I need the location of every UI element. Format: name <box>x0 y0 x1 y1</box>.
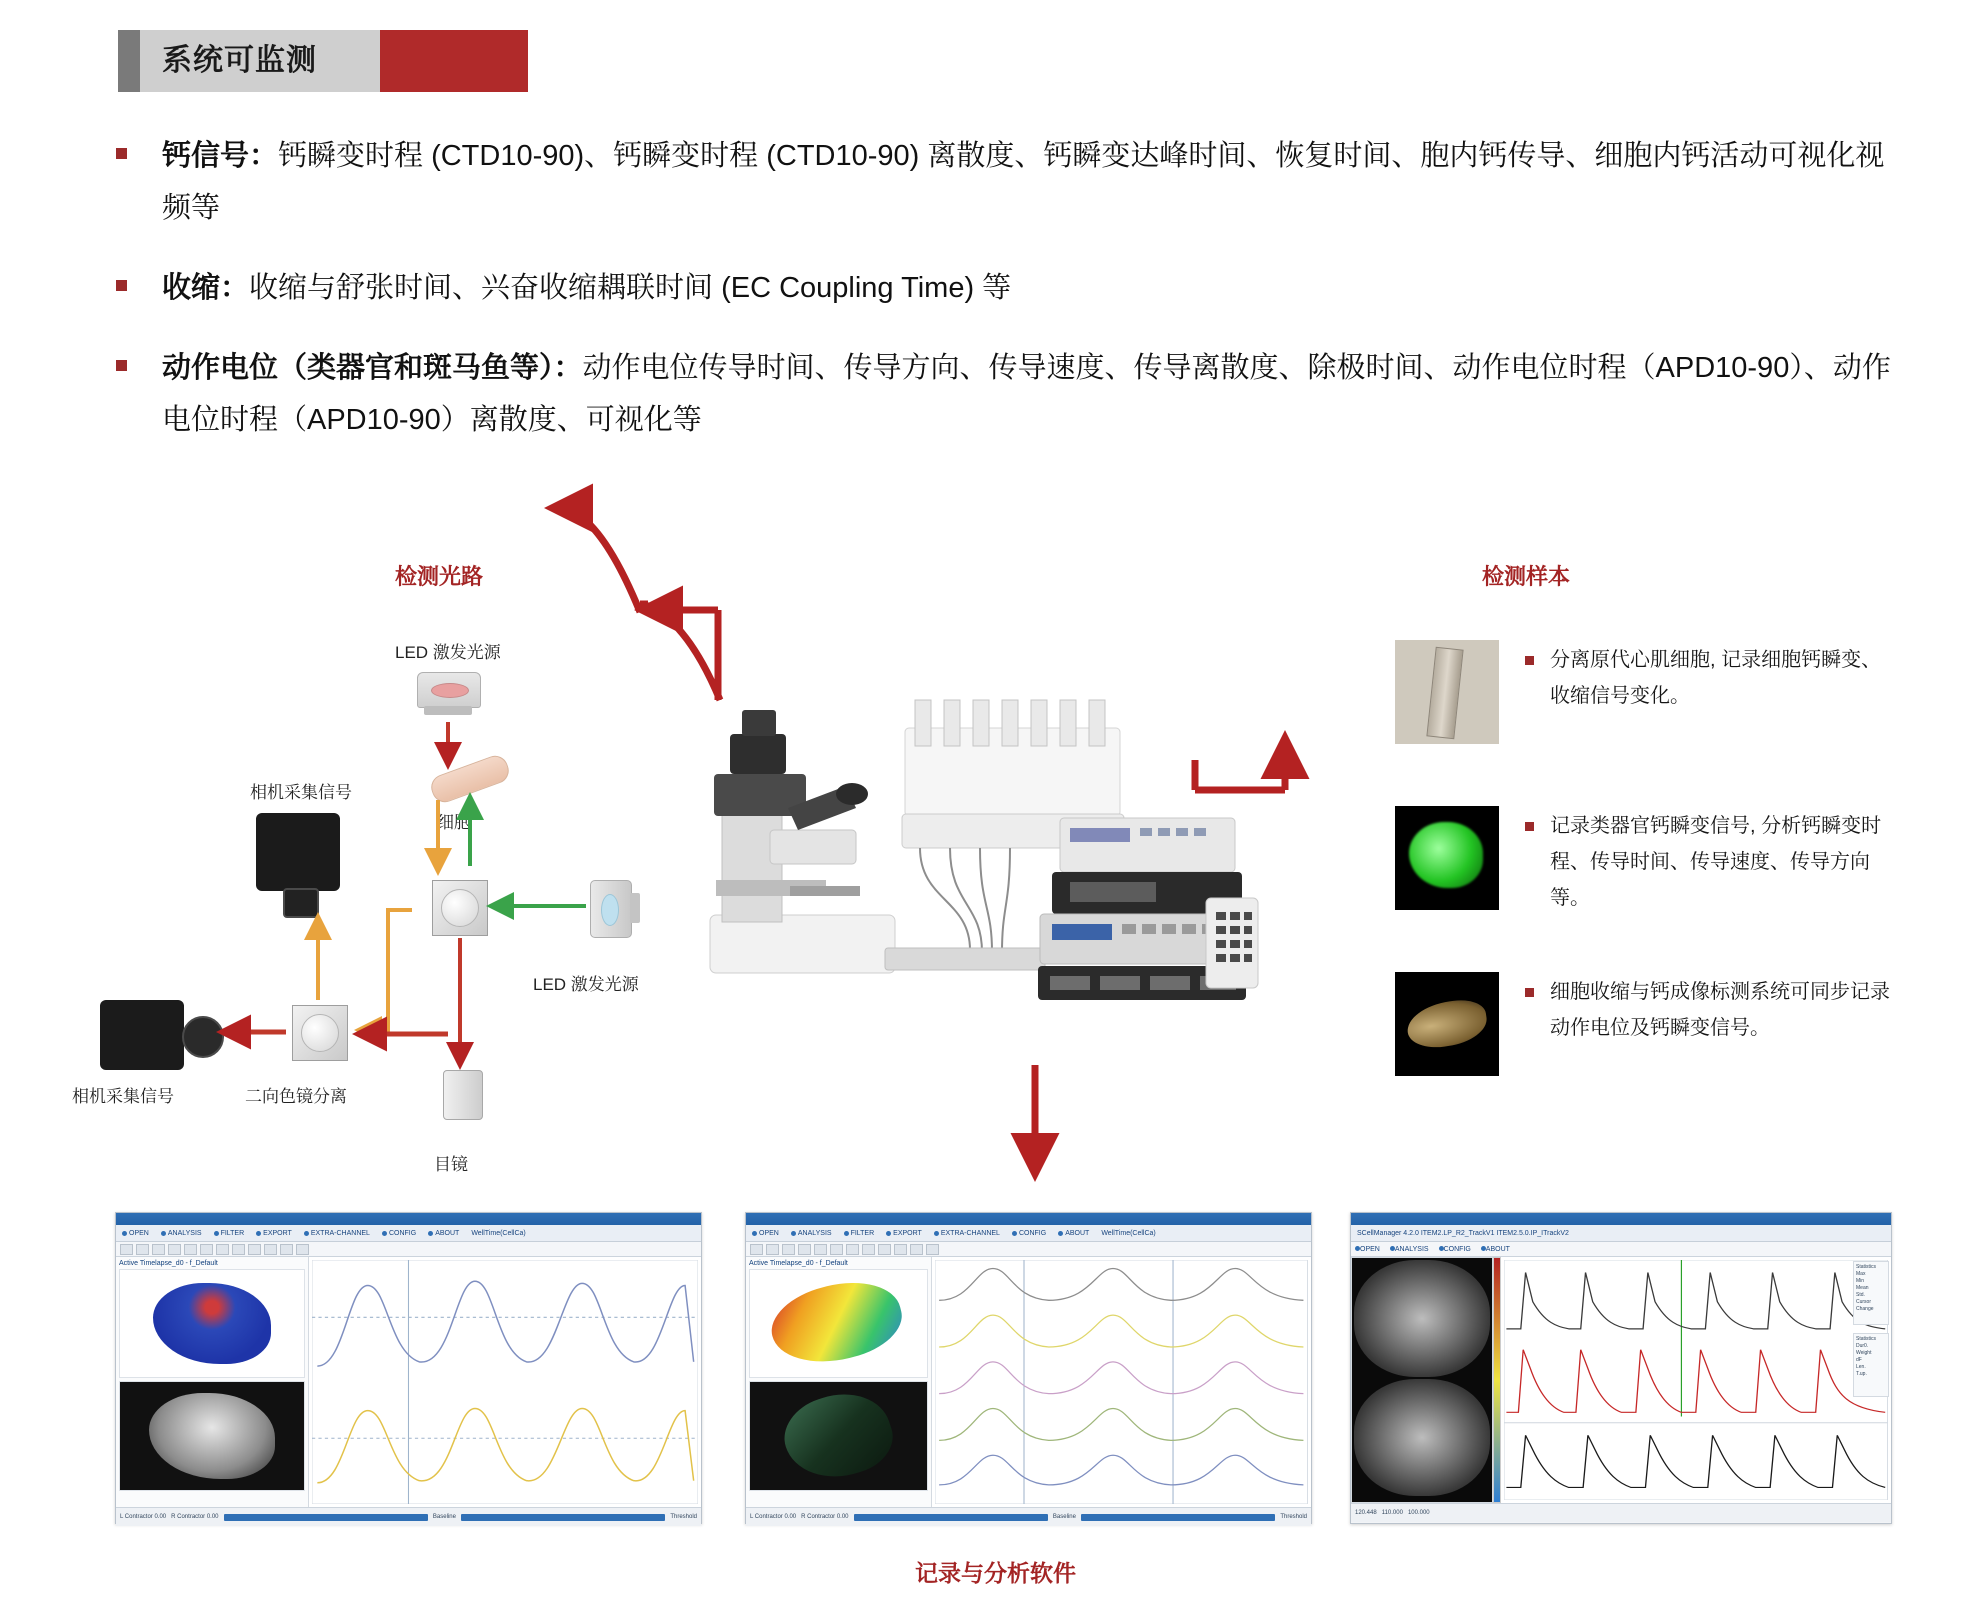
sw-dual-trace-window[interactable] <box>1350 1212 1892 1524</box>
sample-description: 细胞收缩与钙成像标测系统可同步记录动作电位及钙瞬变信号。 <box>1550 981 1890 1039</box>
caption-samples: 检测样本 <box>1482 564 1571 589</box>
footer-left-contractor: L Contractor 0.00 <box>750 1514 797 1520</box>
list-item <box>1395 806 1895 926</box>
label-dichroic: 二向色镜分离 <box>245 1087 347 1106</box>
menu-item-about[interactable]: ABOUT <box>1058 1230 1089 1237</box>
window-body <box>1351 1257 1891 1503</box>
footer-right-contractor: R Contractor 0.00 <box>801 1514 849 1520</box>
isolated-cardiomyocyte-image <box>1395 640 1499 744</box>
footer-threshold-label: Threshold <box>1280 1514 1308 1520</box>
sw-conduction-mapping-window[interactable] <box>745 1212 1312 1524</box>
image-panel[interactable] <box>116 1257 309 1507</box>
list-item <box>110 130 1900 234</box>
menu-item-about[interactable]: ABOUT <box>428 1230 459 1237</box>
bullet-square-icon <box>116 280 127 291</box>
toolbar-button[interactable] <box>782 1244 795 1255</box>
list-item <box>1395 640 1895 760</box>
cell-image-bottom <box>1354 1379 1490 1496</box>
trace-plot-panel[interactable] <box>932 1257 1311 1507</box>
toolbar-button[interactable] <box>152 1244 165 1255</box>
sample-list <box>1395 640 1895 1138</box>
label-led-right: LED 激发光源 <box>533 975 639 994</box>
camera-left-lens-icon <box>182 1016 224 1058</box>
dual-trace-chart <box>1504 1260 1888 1500</box>
window-app-name: SCellManager 4.2.0 ITEM2.LP_R2_TrackV1 ITEM2.5.0.IP_ITrackV2 <box>1357 1229 1569 1237</box>
window-body <box>746 1257 1311 1507</box>
trace-plot-panel[interactable] <box>1501 1257 1891 1503</box>
window-app-name: WellTime(CellCa) <box>1101 1229 1156 1237</box>
toolbar-button[interactable] <box>200 1244 213 1255</box>
list-item <box>1395 972 1895 1092</box>
menu-item-extra-channel[interactable]: EXTRA-CHANNEL <box>304 1230 370 1237</box>
toolbar-button[interactable] <box>862 1244 875 1255</box>
menu-item-analysis[interactable]: ANALYSIS <box>1390 1246 1429 1253</box>
footer-baseline-label: Baseline <box>432 1514 456 1520</box>
list-item-label: 钙信号： <box>162 140 279 172</box>
menu-item-open[interactable]: OPEN <box>1355 1246 1380 1253</box>
caption-software: 记录与分析软件 <box>915 1560 1076 1586</box>
label-camera-left: 相机采集信号 <box>72 1087 174 1106</box>
led-light-source-top-icon <box>417 672 481 708</box>
activation-map-image <box>749 1269 928 1378</box>
organoid-fluorescence-image <box>1395 806 1499 910</box>
camera-top-lens-icon <box>283 888 319 918</box>
toolbar-button[interactable] <box>264 1244 277 1255</box>
menu-item-filter[interactable]: FILTER <box>844 1230 875 1237</box>
menu-item-config[interactable]: CONFIG <box>382 1230 416 1237</box>
toolbar-button[interactable] <box>120 1244 133 1255</box>
dichroic-cube-secondary-icon <box>292 1005 348 1061</box>
window-titlebar <box>746 1213 1311 1225</box>
label-camera-top: 相机采集信号 <box>250 783 352 802</box>
banner-accent-red <box>380 30 528 92</box>
statistics-box-top: Statistics Max Min Mean Std. Cursor Change <box>1853 1261 1889 1325</box>
footer-value-1: 120.448 <box>1355 1510 1377 1516</box>
bullet-square-icon <box>1525 822 1534 831</box>
sample-description: 记录类器官钙瞬变信号, 分析钙瞬变时程、传导时间、传导速度、传导方向等。 <box>1550 815 1882 909</box>
toolbar-button[interactable] <box>798 1244 811 1255</box>
list-item-label: 动作电位（类器官和斑马鱼等）： <box>162 352 583 384</box>
list-item <box>110 262 1900 314</box>
footer-value-3: 100.000 <box>1407 1510 1430 1516</box>
menu-item-config[interactable]: CONFIG <box>1012 1230 1046 1237</box>
toolbar-button[interactable] <box>216 1244 229 1255</box>
camera-left-icon <box>100 1000 184 1070</box>
menu-item-export[interactable]: EXPORT <box>886 1230 922 1237</box>
footer-baseline-label: Baseline <box>1052 1514 1076 1520</box>
camera-top-icon <box>256 813 340 891</box>
toolbar-button[interactable] <box>830 1244 843 1255</box>
calcium-heatmap-image <box>119 1269 305 1378</box>
menu-item-open[interactable]: OPEN <box>122 1230 149 1237</box>
brightfield-image <box>119 1381 305 1490</box>
footer-threshold-label: Threshold <box>670 1514 698 1520</box>
menu-item-extra-channel[interactable]: EXTRA-CHANNEL <box>934 1230 1000 1237</box>
toolbar-button[interactable] <box>910 1244 923 1255</box>
color-scale-bar <box>1493 1257 1501 1503</box>
panel-label: Active Timelapse_d0 - f_Default <box>119 1260 218 1267</box>
led-light-source-right-icon <box>590 880 632 938</box>
threshold-slider[interactable] <box>461 1514 665 1521</box>
toolbar-button[interactable] <box>280 1244 293 1255</box>
sample-description: 分离原代心肌细胞, 记录细胞钙瞬变、收缩信号变化。 <box>1550 649 1882 707</box>
section-banner <box>118 30 528 92</box>
footer-value-2: 110.000 <box>1381 1510 1403 1516</box>
label-cell: 细胞 <box>437 813 471 832</box>
toolbar-button[interactable] <box>846 1244 859 1255</box>
toolbar-button[interactable] <box>766 1244 779 1255</box>
menu-item-about[interactable]: ABOUT <box>1481 1246 1510 1253</box>
menu-item-open[interactable]: OPEN <box>752 1230 779 1237</box>
menu-bar[interactable] <box>1351 1225 1891 1242</box>
caption-optical-path: 检测光路 <box>395 564 484 589</box>
status-bar[interactable] <box>1351 1503 1891 1522</box>
sw-calcium-mapping-window[interactable] <box>115 1212 702 1524</box>
list-item-text <box>162 130 1900 234</box>
list-item <box>110 342 1900 446</box>
threshold-slider[interactable] <box>1081 1514 1275 1521</box>
trace-plot-panel[interactable] <box>309 1257 701 1507</box>
cell-sample-icon <box>428 752 513 806</box>
multichannel-trace-chart <box>935 1260 1308 1504</box>
window-body <box>116 1257 701 1507</box>
menu-item-filter[interactable]: FILTER <box>214 1230 245 1237</box>
window-titlebar <box>1351 1213 1891 1225</box>
list-item-label: 收缩： <box>162 272 250 304</box>
toolbar-button[interactable] <box>232 1244 245 1255</box>
toolbar[interactable] <box>1351 1242 1891 1257</box>
toolbar-button[interactable] <box>894 1244 907 1255</box>
calcium-trace-chart <box>312 1260 698 1504</box>
zebrafish-image <box>1395 972 1499 1076</box>
window-titlebar <box>116 1213 701 1225</box>
toolbar-button[interactable] <box>296 1244 309 1255</box>
dichroic-cube-main-icon <box>432 880 488 936</box>
toolbar-button[interactable] <box>926 1244 939 1255</box>
bullet-square-icon <box>116 148 127 159</box>
list-item-body: 钙瞬变时程 (CTD10-90)、钙瞬变时程 (CTD10-90) 离散度、钙瞬变达峰时间、恢复时间、胞内钙传导、细胞内钙活动可视化视频等 <box>162 140 1885 224</box>
menu-item-config[interactable]: CONFIG <box>1439 1246 1471 1253</box>
bullet-square-icon <box>1525 988 1534 997</box>
cell-image-top <box>1354 1260 1490 1377</box>
baseline-slider[interactable] <box>854 1514 1048 1521</box>
cell-image-panel[interactable] <box>1351 1257 1493 1503</box>
toolbar-button[interactable] <box>184 1244 197 1255</box>
label-led-top: LED 激发光源 <box>395 643 501 662</box>
list-item-text <box>162 342 1900 446</box>
toolbar-button[interactable] <box>878 1244 891 1255</box>
status-bar[interactable] <box>746 1507 1311 1526</box>
list-item-body: 动作电位传导时间、传导方向、传导速度、传导离散度、除极时间、动作电位时程（APD10-90）、动作电位时程（APD10-90）离散度、可视化等 <box>162 352 1891 436</box>
baseline-slider[interactable] <box>224 1514 428 1521</box>
menu-bar[interactable] <box>116 1225 701 1242</box>
toolbar-button[interactable] <box>814 1244 827 1255</box>
menu-item-analysis[interactable]: ANALYSIS <box>791 1230 832 1237</box>
page-title: 系统可监测 <box>162 44 317 77</box>
organoid-image <box>749 1381 928 1490</box>
menu-item-analysis[interactable]: ANALYSIS <box>161 1230 202 1237</box>
toolbar-button[interactable] <box>136 1244 149 1255</box>
image-panel[interactable] <box>746 1257 932 1507</box>
toolbar[interactable] <box>116 1242 701 1257</box>
menu-item-export[interactable]: EXPORT <box>256 1230 292 1237</box>
bullet-square-icon <box>116 360 127 371</box>
label-eyepiece: 目镜 <box>434 1155 468 1174</box>
menu-bar[interactable] <box>746 1225 1311 1242</box>
toolbar-button[interactable] <box>750 1244 763 1255</box>
list-item-body: 收缩与舒张时间、兴奋收缩耦联时间 (EC Coupling Time) 等 <box>249 272 1012 304</box>
banner-accent-dark <box>118 30 140 92</box>
status-bar[interactable] <box>116 1507 701 1526</box>
footer-left-contractor: L Contractor 0.00 <box>120 1514 167 1520</box>
toolbar[interactable] <box>746 1242 1311 1257</box>
led-top-base-icon <box>424 706 472 715</box>
feature-list <box>110 130 1900 474</box>
bullet-square-icon <box>1525 656 1534 665</box>
window-app-name: WellTime(CellCa) <box>471 1229 526 1237</box>
panel-label: Active Timelapse_d0 - f_Default <box>749 1260 848 1267</box>
eyepiece-icon <box>443 1070 483 1120</box>
list-item-text <box>162 262 1900 314</box>
microscope-system-photo <box>670 690 1270 1050</box>
toolbar-button[interactable] <box>168 1244 181 1255</box>
statistics-box-bottom: Statistics Dur0. Weight dF Len. T.up. <box>1853 1333 1889 1397</box>
led-right-base-icon <box>630 893 640 923</box>
toolbar-button[interactable] <box>248 1244 261 1255</box>
footer-right-contractor: R Contractor 0.00 <box>171 1514 219 1520</box>
